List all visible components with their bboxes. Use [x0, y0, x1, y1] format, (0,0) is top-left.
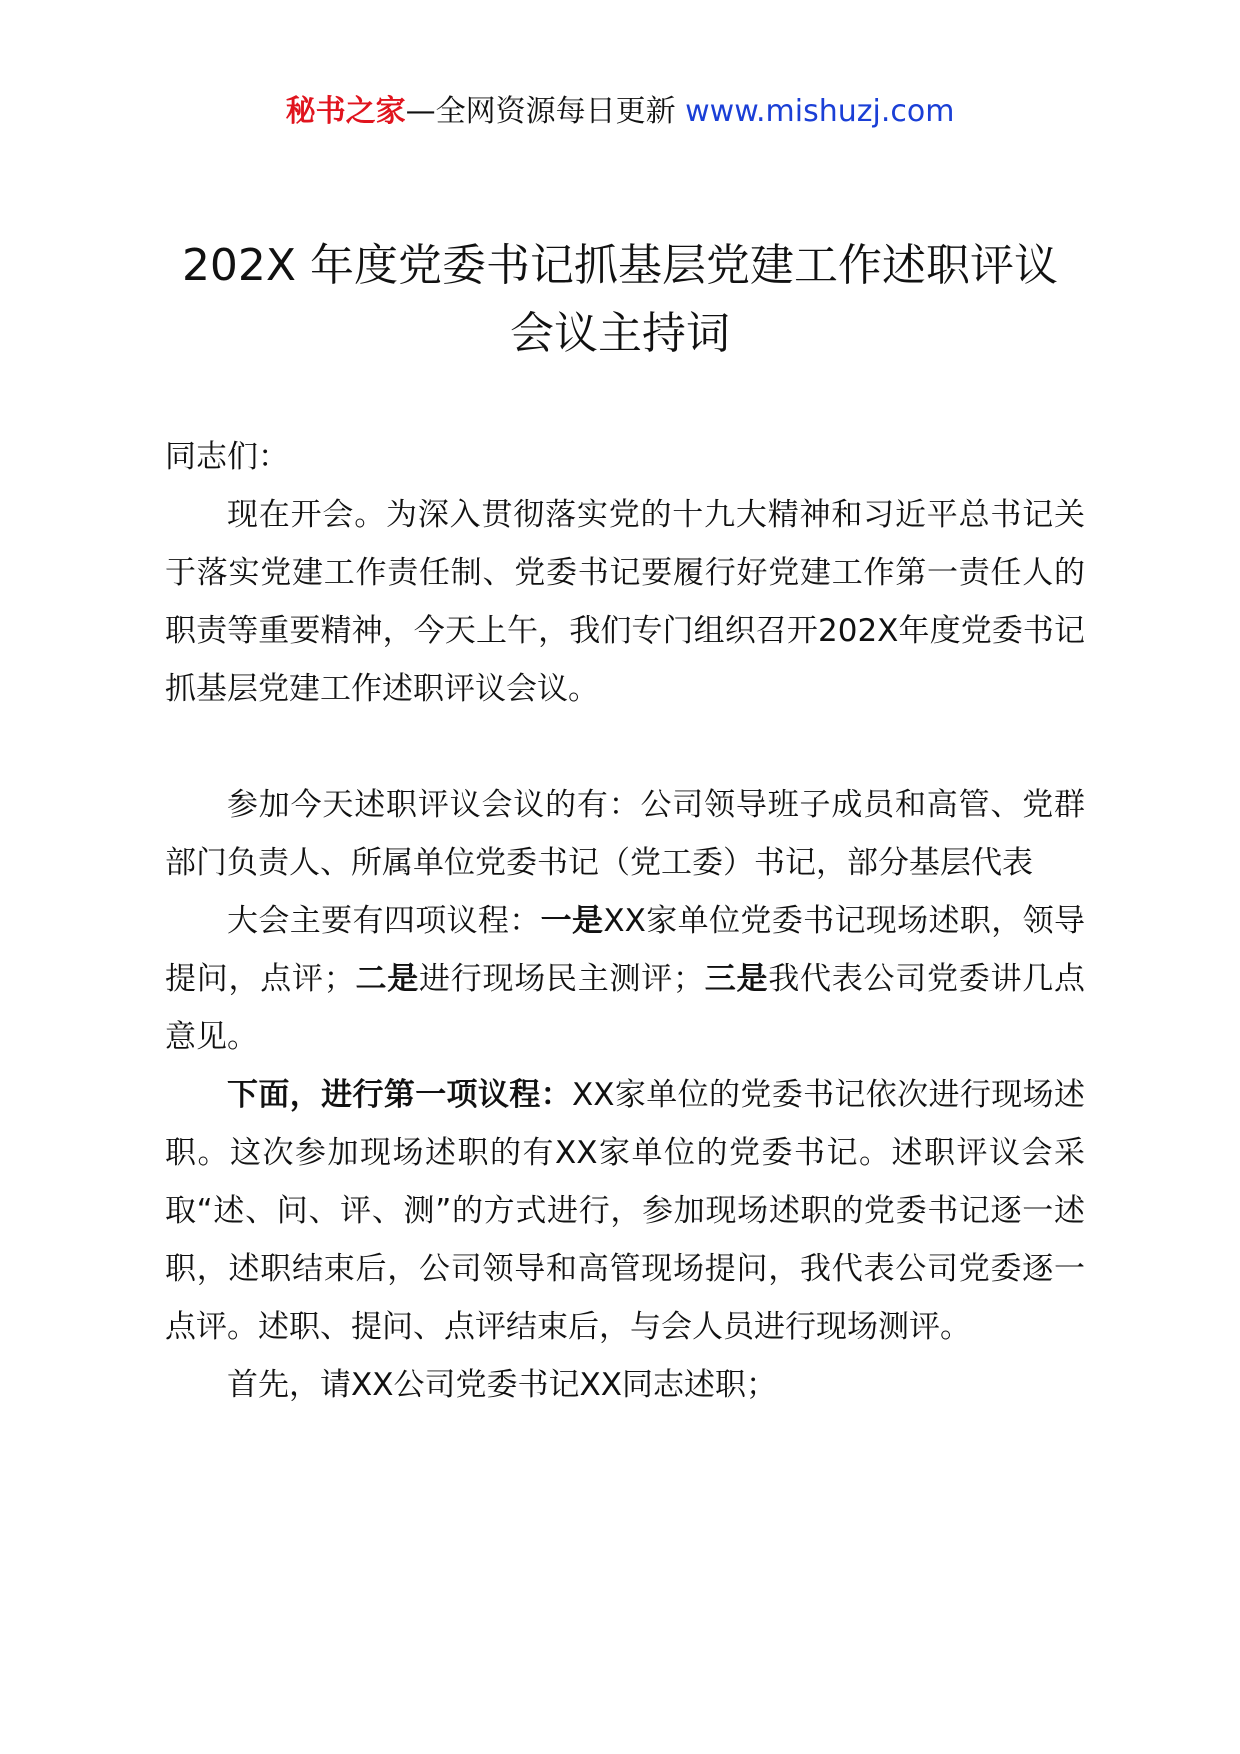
paragraph-first-speaker: 首先，请XX公司党委书记XX同志述职； [227, 1367, 777, 1403]
agenda-item-1-text: XX家单位党委书记现场述职，领导提问，点评； [165, 903, 1086, 997]
document-title [120, 232, 1120, 368]
first-item-heading: 下面，进行第一项议程： [227, 1077, 573, 1113]
title-line-2: 会议主持词 [510, 308, 730, 359]
header-slogan: —全网资源每日更新 [405, 94, 676, 129]
paragraph-attendees: 参加今天述职评议会议的有：公司领导班子成员和高管、党群部门负责人、所属单位党委书记（党工委）书记，部分基层代表 [165, 787, 1085, 881]
salutation: 同志们： [165, 439, 289, 475]
agenda-item-3-text: 我代表公司党委讲几点意见。 [165, 961, 1085, 1055]
paragraph-opening: 现在开会。为深入贯彻落实党的十九大精神和习近平总书记关于落实党建工作责任制、党委书记要履行好党建工作第一责任人的职责等重要精神，今天上午，我们专门组织召开202X年度党委书记抓基层党建工作述职评议会议。 [165, 497, 1085, 707]
document-body [165, 428, 1085, 1414]
agenda-item-1-label: 一是 [540, 903, 604, 939]
brand-name: 秘书之家 [285, 94, 406, 129]
site-url-link[interactable]: www.mishuzj.com [685, 94, 955, 129]
site-header [0, 92, 1240, 132]
agenda-item-2-text: 进行现场民主测评； [419, 961, 704, 997]
agenda-item-2-label: 二是 [354, 961, 419, 997]
first-item-text: XX家单位的党委书记依次进行现场述职。这次参加现场述职的有XX家单位的党委书记。述职评议会采取“述、问、评、测”的方式进行，参加现场述职的党委书记逐一述职，述职结束后，公司领导和高管现场提问，我代表公司党委逐一点评。述职、提问、点评结束后，与会人员进行现场测评。 [165, 1077, 1085, 1345]
paragraph-first-item [165, 1066, 1085, 1356]
agenda-item-3-label: 三是 [704, 961, 769, 997]
agenda-lead: 大会主要有四项议程： [227, 903, 541, 939]
paragraph-agenda [165, 892, 1085, 1066]
title-line-1: 202X 年度党委书记抓基层党建工作述职评议 [181, 240, 1059, 291]
